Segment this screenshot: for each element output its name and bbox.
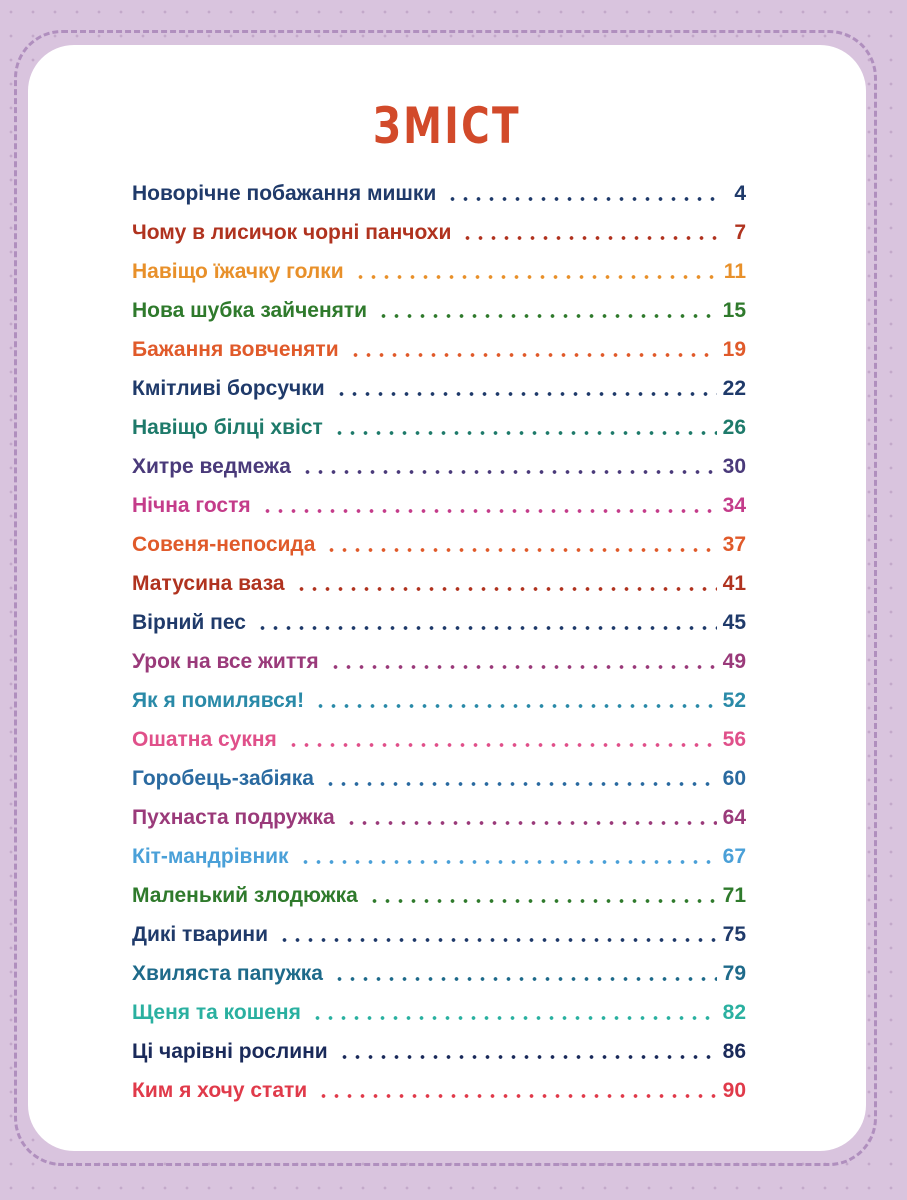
dot-leader bbox=[301, 470, 717, 474]
toc-entry[interactable] bbox=[132, 284, 746, 323]
dot-leader bbox=[349, 353, 717, 357]
dot-leader bbox=[368, 899, 717, 903]
toc-entry-title: Совеня-непосида bbox=[132, 533, 316, 556]
dot-leader bbox=[325, 548, 716, 552]
toc-entry[interactable] bbox=[132, 830, 746, 869]
toc-entry-page: 45 bbox=[722, 611, 746, 634]
dot-leader bbox=[295, 587, 717, 591]
toc-entry[interactable] bbox=[132, 596, 746, 635]
toc-entry-page: 34 bbox=[722, 494, 746, 517]
contents-card bbox=[28, 45, 866, 1151]
toc-entry[interactable] bbox=[132, 362, 746, 401]
toc-entry[interactable] bbox=[132, 869, 746, 908]
page-title: ЗМІСТ bbox=[373, 97, 521, 155]
dot-leader bbox=[256, 626, 717, 630]
toc-entry-title: Хитре ведмежа bbox=[132, 455, 291, 478]
dot-leader bbox=[299, 860, 717, 864]
toc-entry-title: Урок на все життя bbox=[132, 650, 319, 673]
toc-entry-title: Нова шубка зайченяти bbox=[132, 299, 368, 322]
toc-entry-page: 19 bbox=[722, 338, 746, 361]
toc-entry-page: 64 bbox=[722, 806, 746, 829]
dot-leader bbox=[278, 938, 717, 942]
toc-entry-title: Нічна гостя bbox=[132, 494, 251, 517]
toc-entry-title: Ким я хочу стати bbox=[132, 1079, 308, 1102]
toc-entry[interactable] bbox=[132, 518, 746, 557]
dot-leader bbox=[354, 275, 718, 279]
toc-entry-title: Ці чарівні рослини bbox=[132, 1040, 328, 1063]
toc-entry[interactable] bbox=[132, 674, 746, 713]
toc-entry[interactable] bbox=[132, 986, 746, 1025]
dot-leader bbox=[446, 197, 720, 201]
dot-leader bbox=[333, 977, 717, 981]
toc-entry-title: Як я помилявся! bbox=[132, 689, 305, 712]
toc-entry-page: 52 bbox=[722, 689, 746, 712]
toc-entry[interactable] bbox=[132, 323, 746, 362]
toc-entry-title: Бажання вовченяти bbox=[132, 338, 339, 361]
toc-entry[interactable] bbox=[132, 440, 746, 479]
toc-entry-title: Хвиляста папужка bbox=[132, 962, 323, 985]
toc-entry-title: Маленький злодюжка bbox=[132, 884, 358, 907]
toc-entry-title: Кмітливі борсучки bbox=[132, 377, 325, 400]
toc-entry-title: Вірний пес bbox=[132, 611, 246, 634]
toc-entry[interactable] bbox=[132, 752, 746, 791]
dot-leader bbox=[377, 314, 717, 318]
toc-entry-page: 15 bbox=[722, 299, 746, 322]
dot-leader bbox=[261, 509, 717, 513]
toc-entry[interactable] bbox=[132, 635, 746, 674]
toc-entry-title: Навіщо білці хвіст bbox=[132, 416, 323, 439]
dot-leader bbox=[287, 743, 717, 747]
toc-entry-title: Горобець-забіяка bbox=[132, 767, 314, 790]
toc-entry-title: Навіщо їжачку голки bbox=[132, 260, 344, 283]
toc-entry-page: 67 bbox=[722, 845, 746, 868]
toc-entry-page: 4 bbox=[734, 182, 746, 205]
toc-entry-page: 90 bbox=[722, 1079, 746, 1102]
toc-entry-page: 11 bbox=[723, 260, 746, 283]
toc-entry-page: 41 bbox=[722, 572, 746, 595]
dot-leader bbox=[333, 431, 717, 435]
toc-entry[interactable] bbox=[132, 908, 746, 947]
toc-entry[interactable] bbox=[132, 245, 746, 284]
toc-entry[interactable] bbox=[132, 1064, 746, 1103]
dot-leader bbox=[338, 1055, 717, 1059]
toc-entry-title: Щеня та кошеня bbox=[132, 1001, 301, 1024]
toc-entry-page: 22 bbox=[722, 377, 746, 400]
toc-entry[interactable] bbox=[132, 713, 746, 752]
toc-entry-title: Чому в лисичок чорні панчохи bbox=[132, 221, 452, 244]
toc-entry[interactable] bbox=[132, 401, 746, 440]
toc-entry-page: 49 bbox=[722, 650, 746, 673]
toc-entry-page: 60 bbox=[722, 767, 746, 790]
toc-entry[interactable] bbox=[132, 557, 746, 596]
toc-entry[interactable] bbox=[132, 206, 746, 245]
toc-entry[interactable] bbox=[132, 947, 746, 986]
dot-leader bbox=[329, 665, 717, 669]
toc-entry[interactable] bbox=[132, 479, 746, 518]
toc-entry[interactable] bbox=[132, 167, 746, 206]
toc-entry-page: 82 bbox=[722, 1001, 746, 1024]
toc-entry-page: 75 bbox=[722, 923, 746, 946]
dot-leader bbox=[324, 782, 717, 786]
toc-entry-page: 37 bbox=[722, 533, 746, 556]
dot-leader bbox=[311, 1016, 717, 1020]
toc-entry-page: 26 bbox=[722, 416, 746, 439]
toc-entry[interactable] bbox=[132, 791, 746, 830]
dot-leader bbox=[317, 1094, 716, 1098]
toc-entry-title: Кіт-мандрівник bbox=[132, 845, 289, 868]
dot-leader bbox=[461, 236, 720, 240]
toc-entry-title: Ошатна сукня bbox=[132, 728, 277, 751]
dot-leader bbox=[335, 392, 717, 396]
toc-entry-page: 30 bbox=[722, 455, 746, 478]
toc-entry-title: Дикі тварини bbox=[132, 923, 268, 946]
toc-entry[interactable] bbox=[132, 1025, 746, 1064]
toc-entry-page: 86 bbox=[722, 1040, 746, 1063]
toc-entry-page: 7 bbox=[734, 221, 746, 244]
toc-entry-page: 79 bbox=[722, 962, 746, 985]
dot-leader bbox=[314, 704, 717, 708]
toc-entry-title: Пухнаста подружка bbox=[132, 806, 335, 829]
table-of-contents bbox=[132, 167, 746, 1103]
toc-entry-page: 56 bbox=[722, 728, 746, 751]
toc-entry-title: Новорічне побажання мишки bbox=[132, 182, 437, 205]
toc-entry-page: 71 bbox=[722, 884, 746, 907]
dot-leader bbox=[345, 821, 717, 825]
toc-entry-title: Матусина ваза bbox=[132, 572, 285, 595]
